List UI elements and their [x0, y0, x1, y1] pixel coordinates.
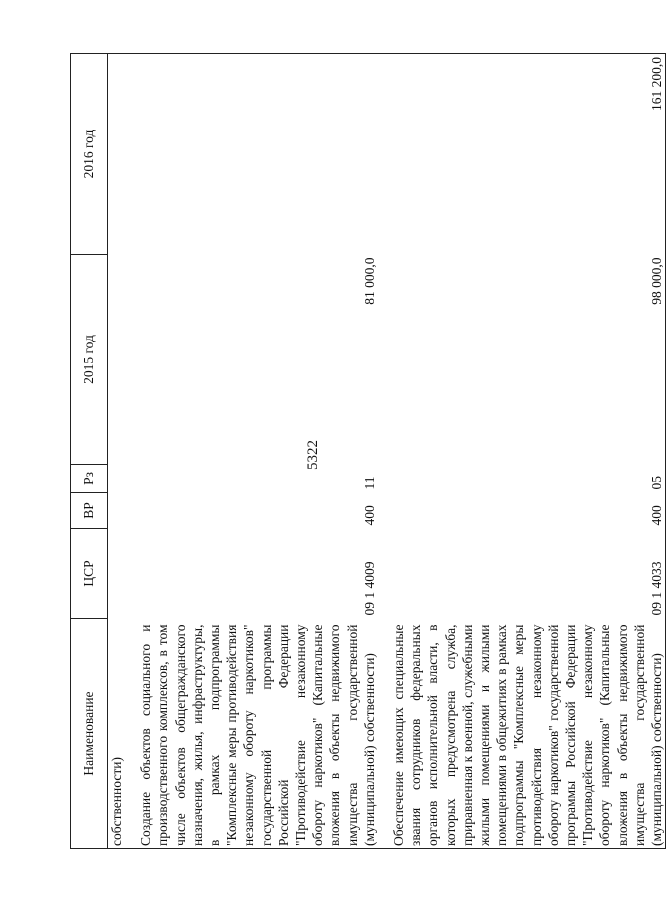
- row-2015: 98 000,0: [390, 255, 666, 465]
- header-name: Наименование: [71, 619, 108, 849]
- row-csr: 09 1 4033: [390, 529, 666, 619]
- header-csr: ЦСР: [71, 529, 108, 619]
- row-name: Обеспечение имеющих специальные звания сотрудников федеральных органов исполнительной власти, в которых предусмотрена служба, приравненная к военной, служебными жилыми помещениями и жилыми помещениями в общежитиях в рамках подпрограммы "Комплексные меры противодействия незаконному обороту наркотиков" государственной программы Российской Федерации "Противодействие незаконному обороту наркотиков" (Капитальные вложения в объекты недвижимого имущества государственной (муниципальной) собственности): [390, 619, 666, 849]
- row-vr: 400: [361, 505, 377, 526]
- header-vr: ВР: [71, 493, 108, 529]
- row-csr: 09 1 4009: [361, 561, 377, 616]
- row-vr: 400: [390, 493, 666, 529]
- row-2015: 81 000,0: [361, 257, 377, 305]
- row-2016: 161 200,0: [390, 54, 666, 255]
- row-rz: 11: [361, 476, 377, 490]
- carryover-text: собственности): [108, 619, 126, 849]
- table-header-row: [71, 54, 108, 849]
- table-row: [390, 54, 666, 849]
- row-2016: [137, 54, 378, 255]
- table-row: [137, 54, 378, 849]
- page-number: 5322: [305, 440, 321, 470]
- row-name: Создание объектов социального и производственного комплексов, в том числе объектов общегражданского назначения, жилья, инфраструктуры, в рамках подпрограммы "Комплексные меры противодействия незаконному обороту наркотиков" государственной программы Российской Федерации "Противодействие незаконному обороту наркотиков" (Капитальные вложения в объекты недвижимого имущества государственной (муниципальной) собственности): [137, 619, 378, 849]
- header-2016: 2016 год: [71, 54, 108, 255]
- header-2015: 2015 год: [71, 255, 108, 465]
- carryover-row: [108, 54, 126, 849]
- row-rz: 05: [390, 465, 666, 493]
- header-rz: Рз: [71, 465, 108, 493]
- budget-table: [70, 53, 666, 849]
- budget-table-rotated: [70, 54, 665, 849]
